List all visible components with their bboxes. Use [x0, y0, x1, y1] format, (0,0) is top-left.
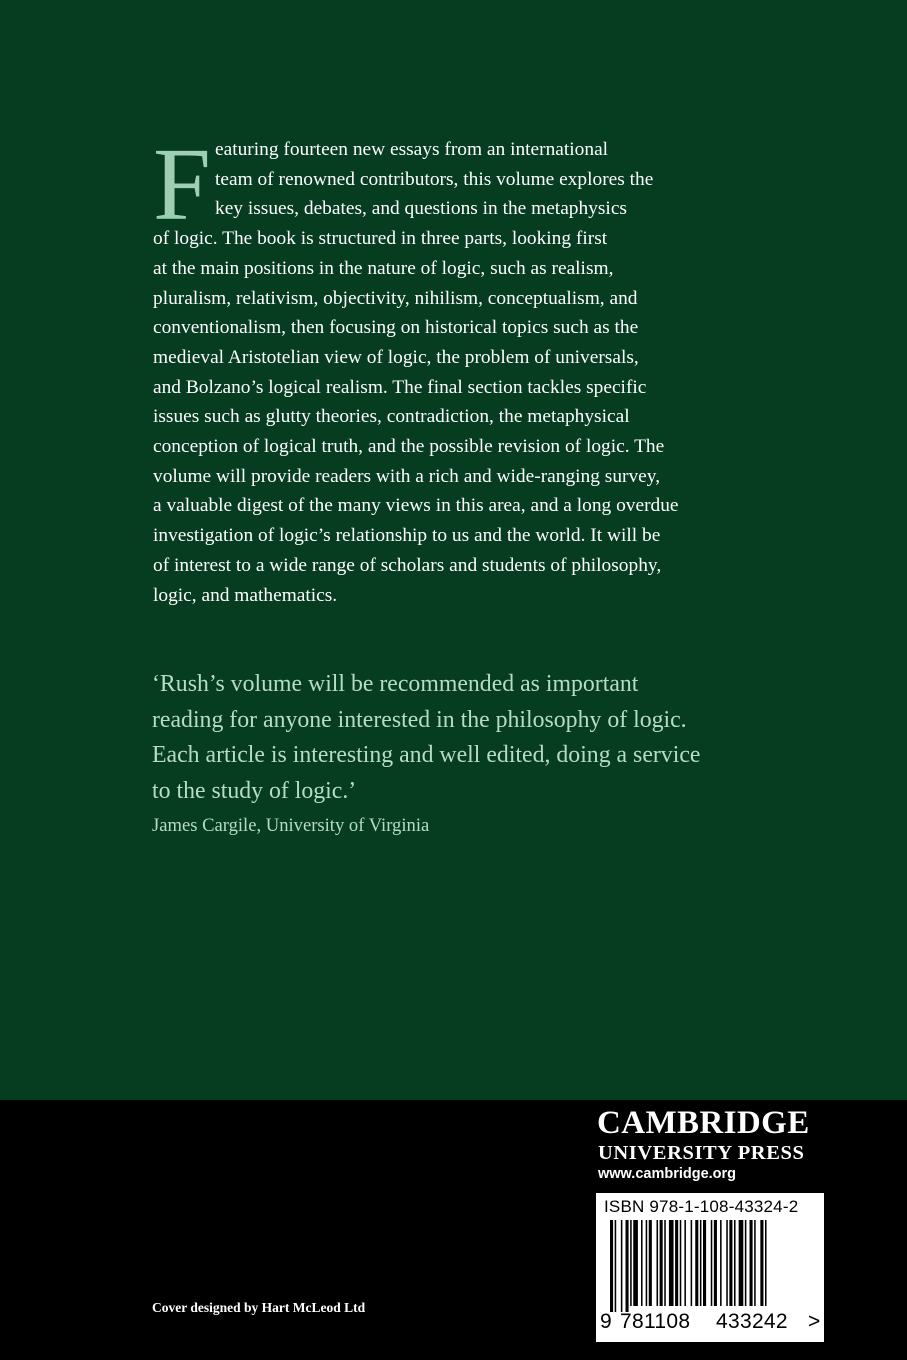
blurb-line: issues such as glutty theories, contradiction, the metaphysical: [153, 406, 630, 428]
barcode-bar: [646, 1220, 648, 1306]
blurb-line: conventionalism, then focusing on historical topics such as the: [153, 317, 639, 339]
publisher-subname: UNIVERSITY PRESS: [598, 1142, 805, 1164]
quote-attribution: James Cargile, University of Virginia: [152, 815, 430, 836]
quote-line: Each article is interesting and well edited, doing a service: [152, 742, 701, 768]
barcode-bar: [621, 1220, 623, 1312]
barcode-digit-first: 9: [600, 1310, 612, 1333]
blurb-line: a valuable digest of the many views in this area, and a long overdue: [153, 495, 679, 517]
barcode-bar: [754, 1220, 756, 1306]
barcode-bar: [739, 1220, 744, 1306]
blurb-line: key issues, debates, and questions in the metaphysics: [215, 198, 627, 220]
blurb-line: volume will provide readers with a rich and wide-ranging survey,: [153, 465, 661, 487]
barcode-digit-group-2: 433242: [716, 1310, 788, 1333]
publisher-name: CAMBRIDGE: [597, 1105, 810, 1141]
barcode-bar: [695, 1220, 698, 1306]
barcode-bar: [711, 1220, 713, 1306]
barcode-bar: [750, 1220, 753, 1306]
publisher-url: www.cambridge.org: [598, 1166, 737, 1182]
blurb-drop-cap: F: [153, 127, 211, 242]
barcode-bar: [641, 1220, 643, 1306]
barcode-bar: [660, 1220, 663, 1306]
barcode-bar: [760, 1220, 763, 1306]
barcode-bar: [669, 1220, 674, 1306]
blurb-line: at the main positions in the nature of logic, such as realism,: [153, 257, 614, 279]
barcode-bar: [726, 1220, 728, 1306]
barcode-bar: [703, 1220, 706, 1306]
quote-line: to the study of logic.’: [152, 777, 357, 804]
barcode-bar: [691, 1220, 693, 1306]
barcode-bar: [610, 1220, 613, 1312]
barcode-bar: [657, 1220, 659, 1306]
quote-line: ‘Rush’s volume will be recommended as important: [152, 671, 639, 697]
barcode-bar: [680, 1220, 682, 1306]
blurb-line: of logic. The book is structured in three parts, looking first: [153, 228, 608, 250]
barcode-bar: [633, 1220, 638, 1306]
blurb-line: logic, and mathematics.: [153, 584, 338, 606]
blurb-line: eaturing fourteen new essays from an international: [215, 139, 609, 160]
blurb-line: and Bolzano’s logical realism. The final section tackles specific: [153, 376, 647, 398]
blurb-line: medieval Aristotelian view of logic, the problem of universals,: [153, 346, 639, 368]
barcode-bar: [745, 1220, 747, 1306]
publisher-logo: [597, 1103, 825, 1185]
cover-design-credit: Cover designed by Hart McLeod Ltd: [152, 1300, 366, 1315]
barcode-bar: [649, 1220, 652, 1306]
barcode-bar: [615, 1220, 617, 1312]
barcode-bar: [626, 1220, 629, 1312]
barcode-bar: [684, 1220, 686, 1306]
isbn-barcode: [596, 1193, 824, 1342]
barcode-bar: [734, 1220, 736, 1306]
blurb-line: conception of logical truth, and the possible revision of logic. The: [153, 436, 665, 458]
barcode-digit-group-1: 781108: [620, 1310, 691, 1333]
quote-line: reading for anyone interested in the philosophy of logic.: [152, 706, 687, 733]
blurb-line: investigation of logic’s relationship to us and the world. It will be: [153, 525, 661, 547]
barcode-bar: [700, 1220, 702, 1306]
barcode-bar: [675, 1220, 678, 1306]
barcode-bar: [765, 1220, 767, 1306]
barcode-bars: [610, 1220, 810, 1312]
barcode-bar: [714, 1220, 717, 1306]
barcode-bar: [664, 1220, 666, 1306]
blurb-line: team of renowned contributors, this volume explores the: [215, 168, 654, 190]
blurb-line: of interest to a wide range of scholars and students of philosophy,: [153, 554, 662, 576]
barcode-bar: [630, 1220, 632, 1306]
blurb-text: [153, 127, 765, 610]
barcode-bar: [720, 1220, 722, 1306]
barcode-bar: [729, 1220, 732, 1306]
blurb-line: pluralism, relativism, objectivity, nihilism, conceptualism, and: [153, 287, 638, 309]
review-quote: [152, 667, 772, 809]
isbn-label: ISBN 978-1-108-43324-2: [604, 1197, 799, 1216]
barcode-end-marker: >: [808, 1310, 821, 1333]
